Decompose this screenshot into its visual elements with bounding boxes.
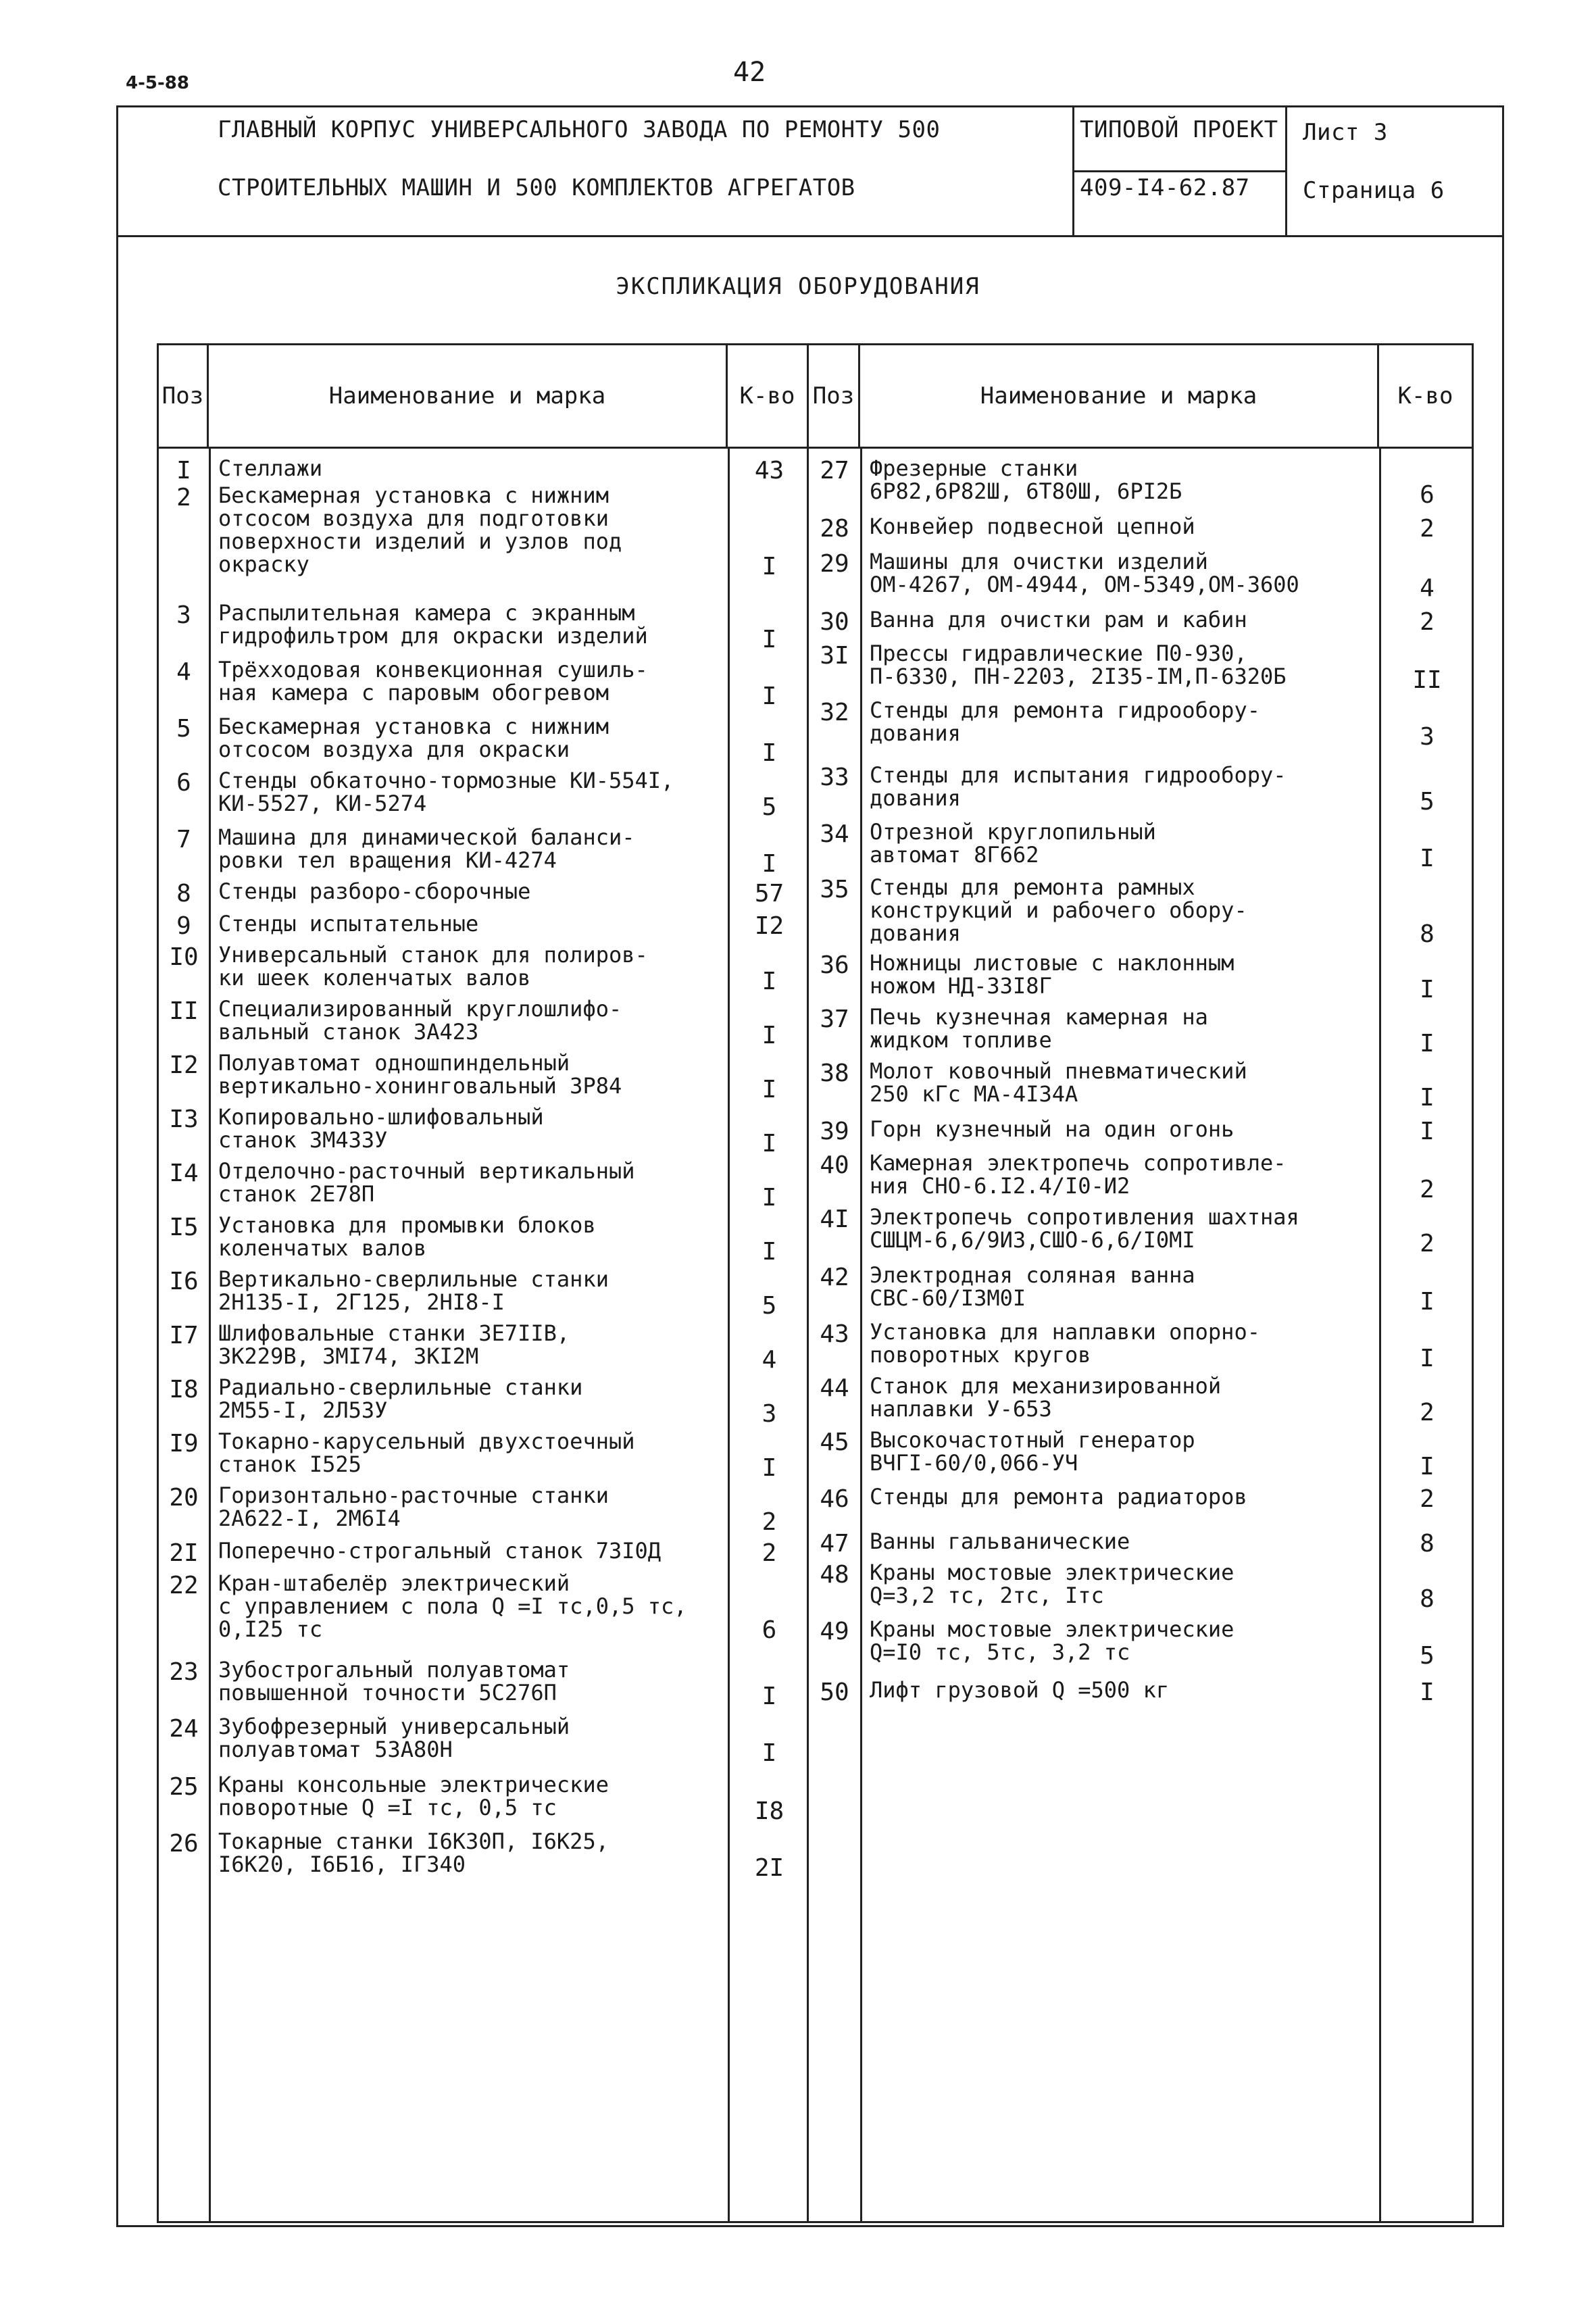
right-item-pos: 28 (820, 515, 849, 543)
document-code: 4-5-88 (126, 73, 189, 93)
right-item-pos: 42 (820, 1264, 849, 1291)
right-item-pos: 33 (820, 764, 849, 791)
left-item-qty: I2 (754, 912, 784, 940)
col-header-qty: К-во (727, 345, 808, 448)
right-item-name: Машины для очистки изделий ОМ-4267, ОМ-4944, ОМ-5349,ОМ-3600 (870, 549, 1299, 597)
left-item-pos: I4 (169, 1160, 199, 1187)
left-item-name: Стенды обкаточно-тормозные КИ-554I, КИ-5527, КИ-5274 (218, 768, 674, 816)
right-item-pos: 34 (820, 820, 849, 848)
right-item-qty: I (1420, 1345, 1435, 1372)
right-item-qty: 8 (1420, 1585, 1435, 1613)
left-item-name: Стенды разборо-сборочные (218, 878, 531, 904)
left-qty-divider (728, 449, 730, 2221)
col-header-name: Наименование и марка (859, 345, 1378, 448)
right-item-qty: 2 (1420, 608, 1435, 636)
header-divider (116, 235, 1504, 237)
right-item-qty: 6 (1420, 481, 1435, 509)
table-header-row (158, 345, 1473, 448)
left-item-qty: I (762, 1130, 777, 1158)
left-item-pos: 25 (169, 1773, 199, 1801)
right-item-pos: 45 (820, 1428, 849, 1456)
right-item-qty: 2 (1420, 1230, 1435, 1258)
left-item-pos: 26 (169, 1830, 199, 1858)
left-item-name: Установка для промывки блоков коленчатых валов (218, 1212, 596, 1261)
right-item-pos: 46 (820, 1485, 849, 1513)
equipment-table (157, 343, 1474, 2223)
left-item-pos: 5 (176, 715, 191, 743)
header-page: Страница 6 (1303, 177, 1445, 204)
right-item-qty: 5 (1420, 788, 1435, 816)
right-item-qty: 3 (1420, 723, 1435, 751)
right-item-pos: 48 (820, 1561, 849, 1589)
left-item-pos: 6 (176, 769, 191, 797)
right-item-qty: 5 (1420, 1642, 1435, 1670)
left-item-pos: I (176, 457, 191, 484)
left-item-pos: II (169, 997, 199, 1025)
right-name-divider (860, 449, 862, 2221)
left-item-name: Поперечно-строгальный станок 73I0Д (218, 1538, 662, 1564)
left-item-qty: 3 (762, 1400, 777, 1428)
left-item-name: Универсальный станок для полиров- ки шеек коленчатых валов (218, 942, 648, 991)
left-item-pos: 7 (176, 826, 191, 853)
header-project-label: ТИПОВОЙ ПРОЕКТ (1080, 116, 1278, 143)
left-item-qty: I (762, 1022, 777, 1049)
left-item-name: Отделочно-расточный вертикальный станок 2Е78П (218, 1158, 635, 1207)
right-item-qty: I (1420, 845, 1435, 872)
right-item-qty: I (1420, 1678, 1435, 1706)
right-item-pos: 37 (820, 1005, 849, 1033)
left-item-qty: I (762, 850, 777, 878)
right-item-name: Краны мостовые электрические Q=I0 тс, 5тс, 3,2 тс (870, 1616, 1235, 1665)
right-item-qty: I (1420, 1084, 1435, 1112)
right-item-name: Краны мостовые электрические Q=3,2 тс, 2тс, Iтс (870, 1560, 1235, 1608)
left-item-pos: I9 (169, 1430, 199, 1458)
left-item-qty: 43 (754, 457, 784, 484)
left-item-pos: I6 (169, 1268, 199, 1295)
right-item-pos: 32 (820, 699, 849, 726)
right-equipment-list (809, 449, 1472, 2221)
left-item-qty: I (762, 1454, 777, 1482)
left-item-name: Распылительная камера с экранным гидрофильтром для окраски изделий (218, 600, 648, 649)
left-name-divider (209, 449, 211, 2221)
left-item-qty: 6 (762, 1616, 777, 1644)
left-equipment-list (159, 449, 807, 2221)
right-item-qty: 2 (1420, 515, 1435, 543)
right-item-name: Стенды для ремонта радиаторов (870, 1484, 1247, 1510)
left-item-name: Кран-штабелёр электрический с управлением с пола Q =I тс,0,5 тс, 0,I25 тс (218, 1570, 687, 1642)
right-item-name: Камерная электропечь сопротивле- ния СНО-6.I2.4/I0-И2 (870, 1150, 1287, 1199)
col-header-pos: Поз (158, 345, 208, 448)
left-item-qty: I (762, 626, 777, 653)
right-item-name: Стенды для ремонта рамных конструкций и рабочего обору- дования (870, 874, 1247, 946)
left-item-qty: I (762, 553, 777, 580)
left-item-qty: I (762, 1739, 777, 1767)
left-item-pos: 22 (169, 1572, 199, 1599)
right-item-qty: 8 (1420, 1530, 1435, 1558)
left-item-pos: I7 (169, 1322, 199, 1349)
page-number: 42 (733, 57, 766, 88)
right-item-name: Ножницы листовые с наклонным ножом НД-33I8Г (870, 950, 1235, 999)
col-header-name: Наименование и марка (208, 345, 727, 448)
left-item-name: Вертикально-сверлильные станки 2Н135-I, 2Г125, 2НI8-I (218, 1266, 609, 1315)
left-item-qty: I (762, 968, 777, 995)
left-item-name: Радиально-сверлильные станки 2М55-I, 2Л53У (218, 1374, 583, 1423)
right-item-qty: I (1420, 976, 1435, 1003)
left-item-qty: I (762, 1238, 777, 1266)
right-item-pos: 4I (820, 1205, 849, 1233)
col-header-qty: К-во (1378, 345, 1473, 448)
left-item-pos: I2 (169, 1051, 199, 1079)
right-item-pos: 35 (820, 876, 849, 903)
left-item-qty: 57 (754, 880, 784, 907)
header-project-divider (1072, 170, 1285, 172)
left-item-pos: I0 (169, 943, 199, 971)
right-item-pos: 39 (820, 1118, 849, 1145)
right-item-qty: 2 (1420, 1485, 1435, 1513)
right-item-pos: 49 (820, 1618, 849, 1645)
right-item-pos: 43 (820, 1320, 849, 1348)
right-list-cell (808, 448, 1473, 2222)
left-list-cell (158, 448, 808, 2222)
left-item-qty: 4 (762, 1346, 777, 1374)
right-item-name: Прессы гидравлические П0-930, П-6330, ПН-2203, 2I35-IМ,П-6320Б (870, 641, 1287, 689)
left-item-name: Стеллажи (218, 455, 323, 481)
header-sheet: Лист 3 (1303, 119, 1388, 146)
right-item-pos: 30 (820, 608, 849, 636)
right-item-pos: 27 (820, 457, 849, 484)
right-item-name: Стенды для ремонта гидрообору- дования (870, 697, 1260, 746)
left-item-qty: 2 (762, 1539, 777, 1567)
left-item-name: Полуавтомат одношпиндельный вертикально-хонинговальный 3Р84 (218, 1050, 622, 1099)
left-item-name: Токарно-карусельный двухстоечный станок I525 (218, 1428, 635, 1477)
right-item-pos: 47 (820, 1530, 849, 1558)
right-item-name: Ванны гальванические (870, 1528, 1130, 1554)
right-item-qty: I (1420, 1288, 1435, 1316)
left-item-qty: 5 (762, 1292, 777, 1320)
left-item-pos: I3 (169, 1105, 199, 1133)
right-item-name: Фрезерные станки 6Р82,6Р82Ш, 6Т80Ш, 6РI2Б (870, 455, 1182, 504)
section-title: ЭКСПЛИКАЦИЯ ОБОРУДОВАНИЯ (616, 273, 980, 300)
right-item-qty: 2 (1420, 1399, 1435, 1426)
left-item-pos: 9 (176, 912, 191, 940)
right-item-qty: I (1420, 1453, 1435, 1480)
left-item-pos: 24 (169, 1715, 199, 1743)
right-item-name: Молот ковочный пневматический 250 кГс МА-4I34А (870, 1058, 1247, 1107)
left-item-name: Бескамерная установка с нижним отсосом воздуха для подготовки поверхности изделий и узлов под окраску (218, 482, 622, 577)
right-item-name: Отрезной круглопильный автомат 8Г662 (870, 819, 1156, 868)
left-item-pos: I5 (169, 1214, 199, 1241)
left-item-qty: 2I (754, 1854, 784, 1882)
right-item-name: Лифт грузовой Q =500 кг (870, 1677, 1170, 1703)
header-divider-right (1285, 105, 1287, 235)
left-item-pos: 2I (169, 1539, 199, 1567)
right-item-pos: 38 (820, 1060, 849, 1087)
right-item-pos: 40 (820, 1151, 849, 1179)
right-item-qty: 4 (1420, 574, 1435, 602)
header-title-line2: СТРОИТЕЛЬНЫХ МАШИН И 500 КОМПЛЕКТОВ АГРЕГАТОВ (218, 174, 855, 201)
right-qty-divider (1379, 449, 1381, 2221)
right-item-qty: I (1420, 1118, 1435, 1145)
left-item-qty: 5 (762, 793, 777, 821)
right-item-name: Электродная соляная ванна СВС-60/I3М0I (870, 1262, 1195, 1311)
left-item-name: Токарные станки I6К30П, I6К25, I6К20, I6Б16, IГ340 (218, 1828, 609, 1877)
left-item-name: Стенды испытательные (218, 911, 479, 937)
header-title-line1: ГЛАВНЫЙ КОРПУС УНИВЕРСАЛЬНОГО ЗАВОДА ПО РЕМОНТУ 500 (218, 116, 941, 143)
right-item-qty: 8 (1420, 920, 1435, 948)
left-item-qty: 2 (762, 1508, 777, 1536)
right-item-qty: I (1420, 1030, 1435, 1057)
right-item-name: Горн кузнечный на один огонь (870, 1116, 1235, 1142)
left-item-name: Зубострогальный полуавтомат повышенной точности 5С276П (218, 1657, 570, 1706)
left-item-qty: I8 (754, 1797, 784, 1825)
right-item-qty: 2 (1420, 1176, 1435, 1203)
left-item-qty: I (762, 1683, 777, 1710)
right-item-name: Печь кузнечная камерная на жидком топливе (870, 1004, 1208, 1053)
header-project-code: 409-I4-62.87 (1080, 174, 1250, 201)
right-item-name: Конвейер подвесной цепной (870, 514, 1195, 539)
left-item-name: Бескамерная установка с нижним отсосом воздуха для окраски (218, 714, 609, 762)
left-item-pos: 8 (176, 880, 191, 907)
right-item-qty: II (1412, 666, 1442, 694)
right-item-name: Станок для механизированной наплавки У-653 (870, 1373, 1222, 1422)
left-item-qty: I (762, 1184, 777, 1212)
right-item-name: Высокочастотный генератор ВЧГI-60/0,066-УЧ (870, 1427, 1195, 1476)
left-item-qty: I (762, 1076, 777, 1103)
right-item-name: Ванна для очистки рам и кабин (870, 607, 1247, 632)
left-item-pos: I8 (169, 1376, 199, 1403)
left-item-name: Зубофрезерный универсальный полуавтомат 53А80Н (218, 1714, 570, 1762)
left-item-name: Горизонтально-расточные станки 2А622-I, 2М6I4 (218, 1483, 609, 1531)
right-item-name: Установка для наплавки опорно- поворотных кругов (870, 1319, 1260, 1368)
left-item-pos: 2 (176, 484, 191, 512)
left-item-pos: 23 (169, 1658, 199, 1686)
left-item-pos: 3 (176, 601, 191, 629)
right-item-pos: 36 (820, 951, 849, 979)
right-item-pos: 29 (820, 550, 849, 578)
left-item-name: Специализированный круглошлифо- вальный станок 3А423 (218, 996, 622, 1045)
left-item-name: Трёхходовая конвекционная сушиль- ная камера с паровым обогревом (218, 657, 648, 705)
right-item-pos: 44 (820, 1374, 849, 1402)
left-item-pos: 20 (169, 1484, 199, 1512)
right-item-name: Электропечь сопротивления шахтная СШЦМ-6,6/9И3,СШО-6,6/I0МI (870, 1204, 1299, 1253)
right-item-pos: 50 (820, 1678, 849, 1706)
right-item-name: Стенды для испытания гидрообору- дования (870, 762, 1287, 811)
left-item-name: Краны консольные электрические поворотные Q =I тс, 0,5 тс (218, 1772, 609, 1820)
left-item-qty: I (762, 739, 777, 767)
left-item-name: Машина для динамической баланси- ровки тел вращения КИ-4274 (218, 824, 635, 873)
left-item-pos: 4 (176, 658, 191, 686)
left-item-name: Копировально-шлифовальный станок 3М433У (218, 1104, 544, 1153)
col-header-pos: Поз (808, 345, 859, 448)
left-item-qty: I (762, 682, 777, 710)
left-item-name: Шлифовальные станки 3Е7IIВ, 3К229В, 3МI74, 3КI2М (218, 1320, 570, 1369)
right-item-pos: 3I (820, 642, 849, 670)
